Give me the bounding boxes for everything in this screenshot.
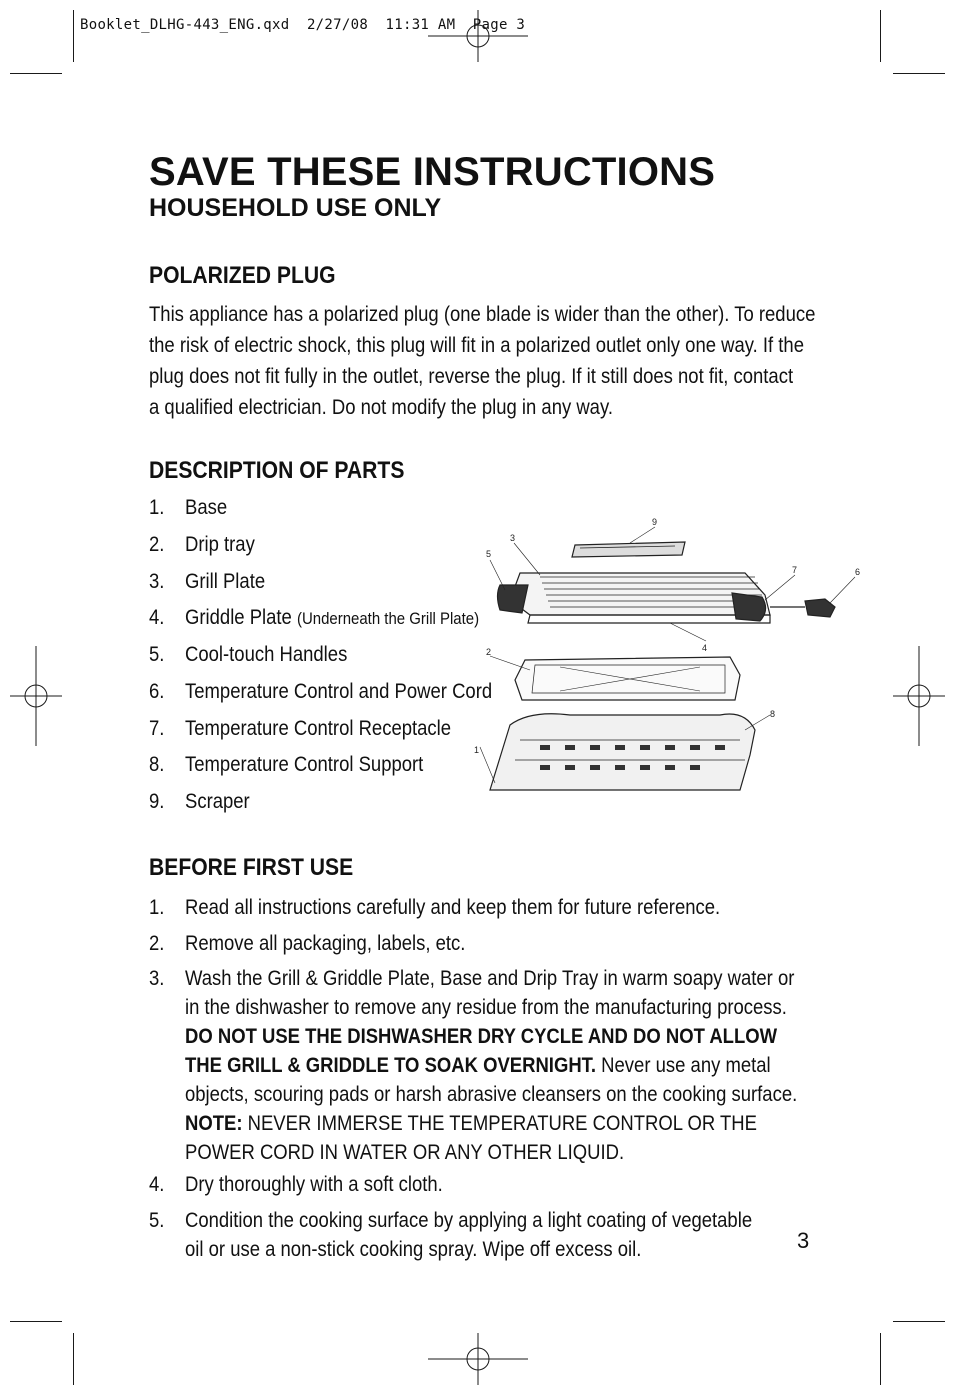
diagram-callout: 3 — [510, 533, 516, 543]
diagram-callout: 9 — [652, 517, 658, 527]
crop-mark — [893, 73, 945, 74]
diagram-callout: 6 — [855, 567, 861, 577]
diagram-callout: 2 — [486, 647, 492, 657]
step-note-label: NOTE: — [185, 1112, 243, 1135]
list-item-number: 3. — [149, 967, 165, 990]
step-text-line: Condition the cooking surface by applying a light coating of vegetable — [185, 1209, 753, 1232]
list-item-label: Drip tray — [185, 533, 255, 556]
step-text: Never use any metal objects, scouring pads or harsh abrasive cleansers on the cooking surface. — [185, 1054, 798, 1106]
list-item-number: 2. — [149, 533, 165, 556]
diagram-callout: 7 — [792, 565, 798, 575]
list-item-label: Temperature Control Support — [185, 753, 424, 776]
step-warning: DO NOT USE THE DISHWASHER DRY CYCLE AND DO NOT ALLOW THE GRILL & GRIDDLE TO SOAK OVERNIGHT. — [185, 1025, 778, 1077]
list-item-text: Read all instructions carefully and keep them for future reference. — [185, 896, 721, 919]
page-number: 3 — [797, 1228, 810, 1253]
polarized-plug-heading: POLARIZED PLUG — [149, 262, 336, 289]
list-item-text — [185, 964, 805, 1167]
grill-exploded-diagram — [470, 515, 870, 795]
crop-mark — [73, 10, 74, 62]
step-text-line: oil or use a non-stick cooking spray. Wipe off excess oil. — [185, 1238, 642, 1261]
step-note: NEVER IMMERSE THE TEMPERATURE CONTROL OR THE POWER CORD IN WATER OR ANY OTHER LIQUID. — [185, 1112, 757, 1164]
list-item-number: 4. — [149, 1173, 165, 1196]
list-item-label: Griddle Plate — [185, 606, 292, 629]
crop-mark — [73, 1333, 74, 1385]
print-slug: Booklet_DLHG-443_ENG.qxd 2/27/08 11:31 AM Page 3 — [80, 17, 526, 33]
polarized-plug-paragraph — [149, 299, 816, 423]
list-item-number: 5. — [149, 643, 165, 666]
list-item-number: 8. — [149, 753, 165, 776]
page-title: SAVE THESE INSTRUCTIONS — [149, 150, 716, 194]
crop-mark — [893, 1321, 945, 1322]
list-item-number: 5. — [149, 1209, 165, 1232]
list-item-number: 1. — [149, 896, 165, 919]
list-item-text — [185, 1206, 810, 1264]
registration-mark-icon — [893, 646, 945, 746]
diagram-callout: 4 — [702, 643, 708, 653]
list-item-number: 6. — [149, 680, 165, 703]
paragraph-line: the risk of electric shock, this plug will fit in a polarized outlet only one way. If the — [149, 334, 804, 357]
list-item-number: 2. — [149, 932, 165, 955]
list-item-number: 3. — [149, 570, 165, 593]
step-text: Wash the Grill & Griddle Plate, Base and Drip Tray in warm soapy water or in the dishwasher to remove any residue from the manufacturing process. — [185, 967, 795, 1019]
crop-mark — [10, 1321, 62, 1322]
list-item-text: Dry thoroughly with a soft cloth. — [185, 1173, 443, 1196]
before-first-use-heading: BEFORE FIRST USE — [149, 854, 354, 881]
diagram-callout: 1 — [474, 745, 480, 755]
list-item-label: Cool-touch Handles — [185, 643, 348, 666]
diagram-callout: 5 — [486, 549, 492, 559]
list-item-number: 1. — [149, 496, 165, 519]
list-item-label: Base — [185, 496, 228, 519]
registration-mark-icon — [428, 1333, 528, 1385]
paragraph-line: a qualified electrician. Do not modify the plug in any way. — [149, 396, 613, 419]
list-item-label: Temperature Control and Power Cord — [185, 680, 493, 703]
crop-mark — [880, 1333, 881, 1385]
list-item-note: (Underneath the Grill Plate) — [296, 609, 480, 628]
page-subtitle: HOUSEHOLD USE ONLY — [149, 194, 442, 222]
list-item-number: 9. — [149, 790, 165, 813]
list-item-label: Scraper — [185, 790, 250, 813]
registration-mark-icon — [10, 646, 62, 746]
list-item-number: 4. — [149, 606, 165, 629]
crop-mark — [880, 10, 881, 62]
list-item-text — [185, 606, 479, 630]
crop-mark — [10, 73, 62, 74]
paragraph-line: plug does not fit fully in the outlet, reverse the plug. If it still does not fit, contact — [149, 365, 794, 388]
list-item-label: Temperature Control Receptacle — [185, 717, 452, 740]
description-of-parts-heading: DESCRIPTION OF PARTS — [149, 457, 405, 484]
paragraph-line: This appliance has a polarized plug (one blade is wider than the other). To reduce — [149, 303, 816, 326]
list-item-number: 7. — [149, 717, 165, 740]
list-item-text: Remove all packaging, labels, etc. — [185, 932, 466, 955]
diagram-callout: 8 — [770, 709, 776, 719]
list-item-label: Grill Plate — [185, 570, 266, 593]
